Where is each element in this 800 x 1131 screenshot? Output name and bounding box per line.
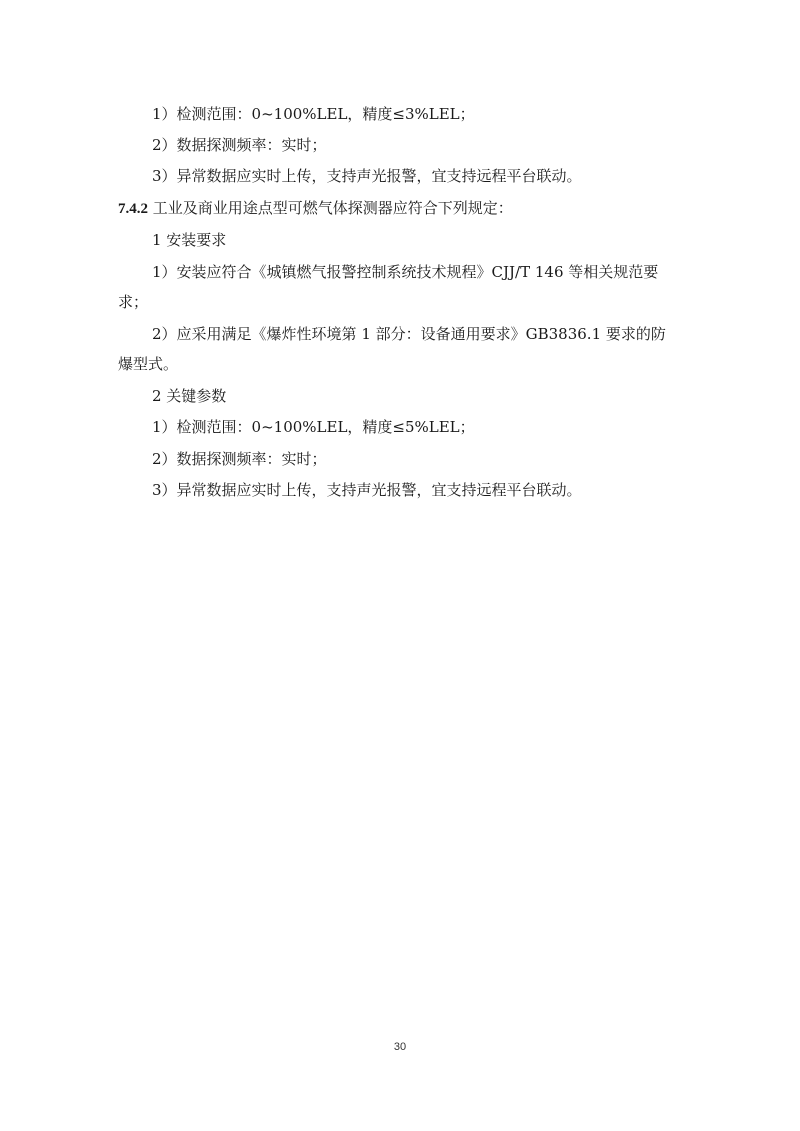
text-line: 1）安装应符合《城镇燃气报警控制系统技术规程》CJJ/T 146 等相关规范要 xyxy=(152,263,659,281)
text-line: 2）应采用满足《爆炸性环境第 1 部分：设备通用要求》GB3836.1 要求的防 xyxy=(152,325,666,343)
clause-number: 7.4.2 xyxy=(118,201,148,217)
text-line: 3）异常数据应实时上传，支持声光报警，宜支持远程平台联动。 xyxy=(152,167,582,185)
clause-text: 工业及商业用途点型可燃气体探测器应符合下列规定： xyxy=(152,199,513,217)
subsection-heading: 1 安装要求 xyxy=(152,231,227,249)
subsection-heading: 2 关键参数 xyxy=(152,387,227,405)
text-line: 求； xyxy=(118,293,149,311)
page-number: 30 xyxy=(393,1041,407,1053)
text-line: 3）异常数据应实时上传，支持声光报警，宜支持远程平台联动。 xyxy=(152,481,582,499)
text-line: 1）检测范围：0~100%LEL，精度≤3%LEL； xyxy=(152,105,475,123)
clause-heading xyxy=(118,198,513,219)
text-line: 爆型式。 xyxy=(118,355,179,373)
text-line: 2）数据探测频率：实时； xyxy=(152,450,327,468)
text-line: 2）数据探测频率：实时； xyxy=(152,136,327,154)
text-line: 1）检测范围：0~100%LEL，精度≤5%LEL； xyxy=(152,418,475,436)
